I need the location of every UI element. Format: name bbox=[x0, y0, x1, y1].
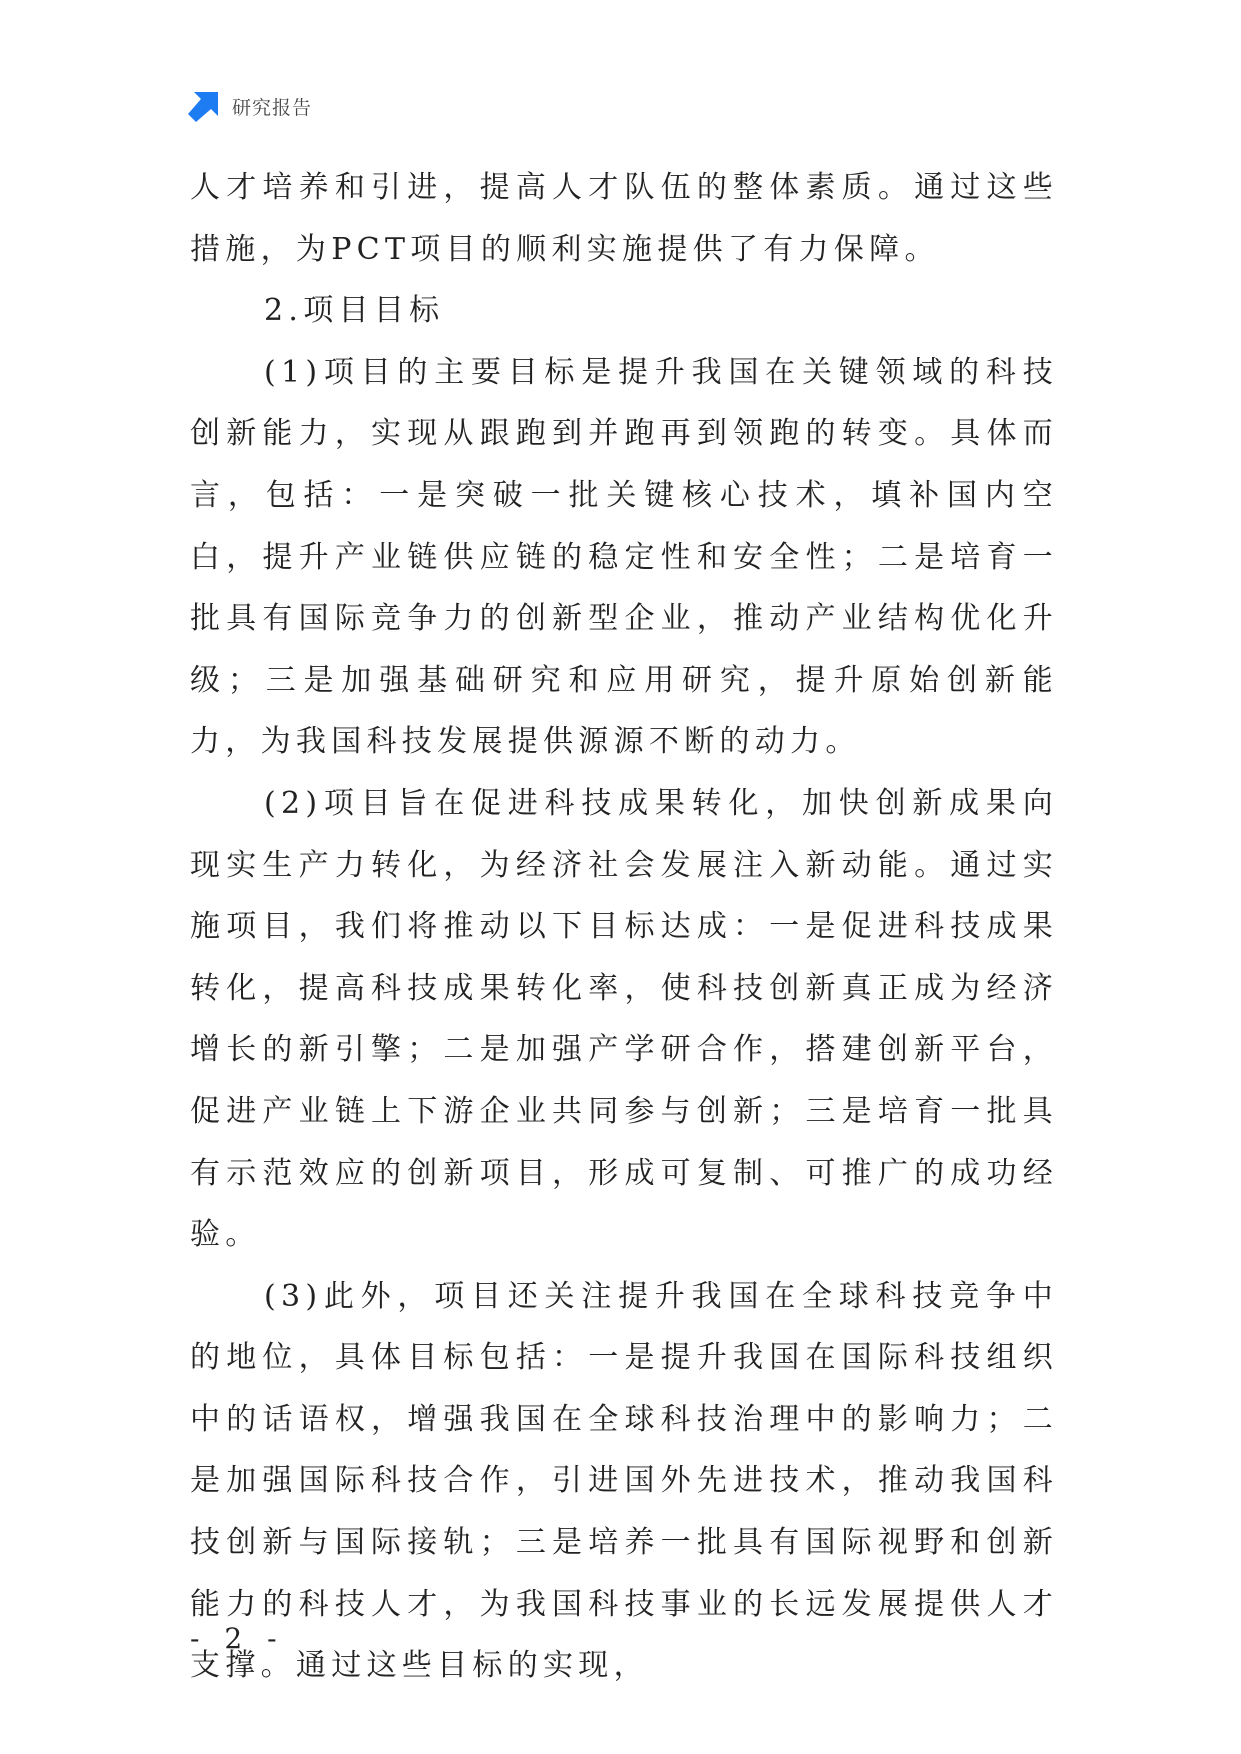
arrow-up-right-icon bbox=[188, 90, 220, 122]
section-heading: 2.项目目标 bbox=[264, 293, 445, 329]
paragraph-3: (3)此外，项目还关注提升我国在全球科技竞争中的地位，具体目标包括：一是提升我国在国际科技组织中的话语权，增强我国在全球科技治理中的影响力；二是加强国际科技合作，引进国外先进技术，推动我国科技创新与国际接轨；三是培养一批具有国际视野和创新能力的科技人才，为我国科技事业的长远发展提供人才支撑。通过这些目标的实现， bbox=[190, 1278, 1058, 1684]
document-header bbox=[188, 88, 312, 124]
intro-paragraph: 人才培养和引进，提高人才队伍的整体素质。通过这些措施，为PCT项目的顺利实施提供了有力保障。 bbox=[190, 170, 1058, 267]
paragraph-1: (1)项目的主要目标是提升我国在关键领域的科技创新能力，实现从跟跑到并跑再到领跑的转变。具体而言，包括：一是突破一批关键核心技术，填补国内空白，提升产业链供应链的稳定性和安全性；二是培育一批具有国际竞争力的创新型企业，推动产业结构优化升级；三是加强基础研究和应用研究，提升原始创新能力，为我国科技发展提供源源不断的动力。 bbox=[190, 354, 1058, 760]
page-number: - 2 - bbox=[190, 1622, 285, 1655]
header-title: 研究报告 bbox=[232, 96, 313, 119]
paragraph-2: (2)项目旨在促进科技成果转化，加快创新成果向现实生产力转化，为经济社会发展注入新动能。通过实施项目，我们将推动以下目标达成：一是促进科技成果转化，提高科技成果转化率，使科技创新真正成为经济增长的新引擎；二是加强产学研合作，搭建创新平台，促进产业链上下游企业共同参与创新；三是培育一批具有示范效应的创新项目，形成可复制、可推广的成功经验。 bbox=[190, 785, 1058, 1253]
document-body bbox=[190, 157, 1058, 1697]
